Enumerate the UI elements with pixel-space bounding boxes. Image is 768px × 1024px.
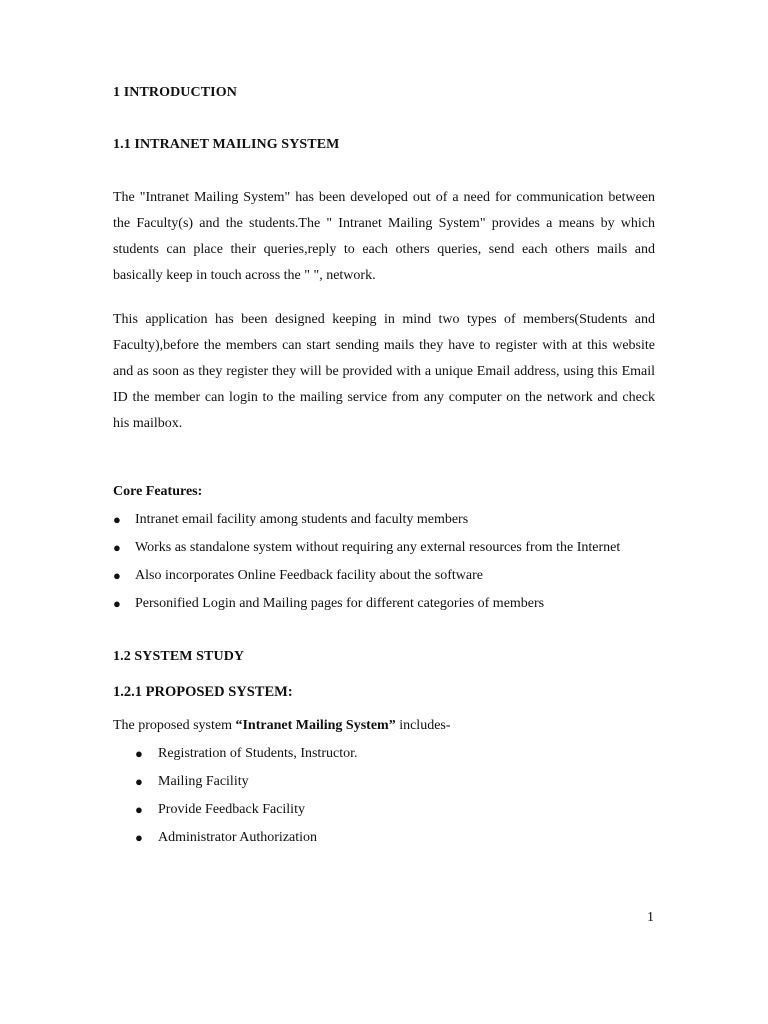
heading-introduction: 1 INTRODUCTION: [113, 85, 237, 100]
list-item-text: Intranet email facility among students and faculty members: [135, 512, 469, 527]
core-features-list: [113, 510, 673, 622]
bullet-icon: ●: [135, 774, 143, 789]
heading-intranet-mailing-system: 1.1 INTRANET MAILING SYSTEM: [113, 137, 340, 152]
heading-proposed-system: 1.2.1 PROPOSED SYSTEM:: [113, 684, 293, 700]
bullet-icon: ●: [113, 596, 121, 611]
bullet-icon: ●: [135, 830, 143, 845]
paragraph-application: This application has been designed keeping in mind two types of members(Students and Faculty),before the members can start sending mails they have to register with at this website and as soon as they register they will be provided with a unique Email address, using this Email ID the member can login to the mailing service from any computer on the network and check his mailbox.: [113, 312, 655, 431]
bullet-icon: ●: [113, 540, 121, 555]
proposed-system-intro: [113, 718, 451, 734]
list-item-text: Also incorporates Online Feedback facility about the software: [135, 568, 483, 583]
list-item-text: Personified Login and Mailing pages for different categories of members: [135, 596, 545, 611]
page-number: 1: [647, 910, 654, 925]
bullet-icon: ●: [113, 568, 121, 583]
paragraph-overview: The "Intranet Mailing System" has been developed out of a need for communication between the Faculty(s) and the students.The " Intranet Mailing System" provides a means by which students can place their queries,reply to each others queries, send each others mails and basically keep in touch across the " ", network.: [113, 190, 655, 283]
list-item-text: Registration of Students, Instructor.: [158, 746, 358, 761]
heading-system-study: 1.2 SYSTEM STUDY: [113, 649, 245, 664]
list-item-text: Works as standalone system without requiring any external resources from the Internet: [135, 540, 621, 555]
proposed-intro-suffix: includes-: [395, 718, 451, 733]
proposed-system-name: “Intranet Mailing System”: [235, 718, 396, 733]
proposed-intro-text: The proposed system: [113, 718, 236, 733]
bullet-icon: ●: [135, 746, 143, 761]
bullet-icon: ●: [113, 512, 121, 527]
list-item-text: Provide Feedback Facility: [158, 802, 305, 817]
proposed-system-list: [135, 744, 535, 856]
core-features-label: Core Features:: [113, 484, 203, 499]
bullet-icon: ●: [135, 802, 143, 817]
list-item-text: Mailing Facility: [158, 774, 249, 789]
list-item-text: Administrator Authorization: [158, 830, 318, 845]
